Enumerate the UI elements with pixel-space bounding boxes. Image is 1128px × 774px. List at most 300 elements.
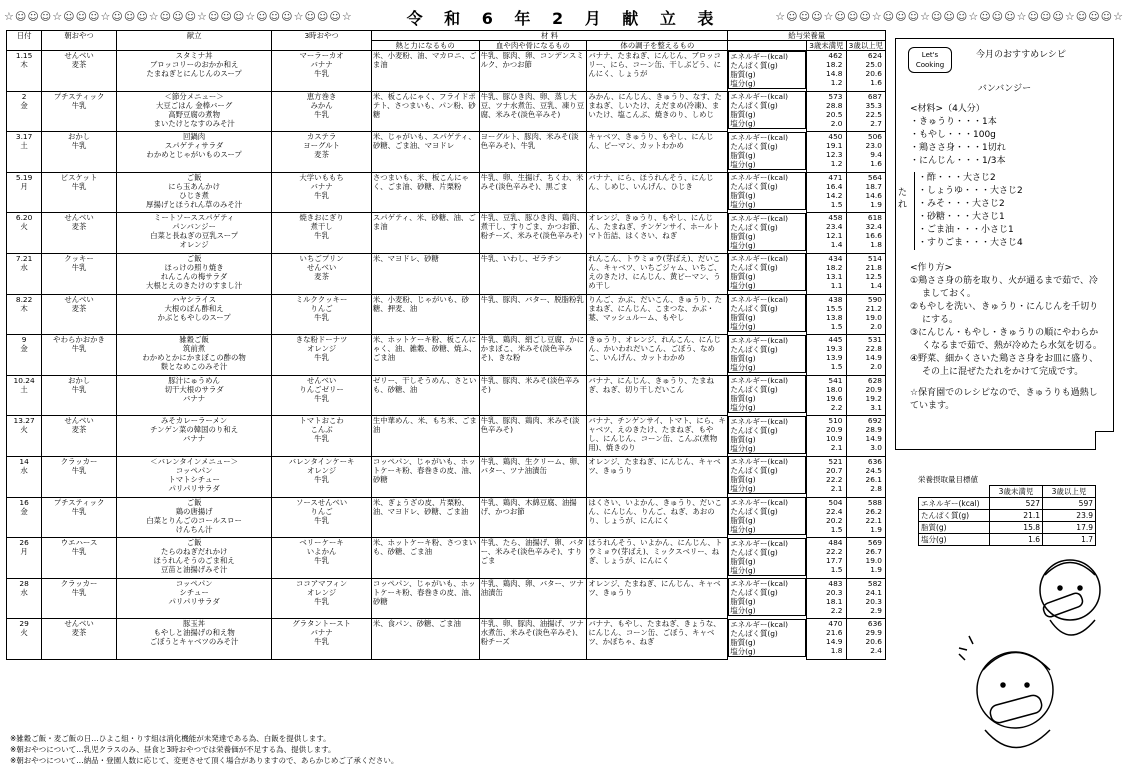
morning-snack-cell — [42, 619, 117, 660]
nutrient-label: 脂質(g) — [730, 150, 756, 160]
pm-snack-cell-line: 牛乳 — [314, 109, 329, 119]
date-value: 3.17 — [15, 132, 33, 142]
table-row — [7, 538, 886, 579]
nutrient-label-cell — [728, 213, 806, 251]
menu-cell-line: にら玉あんかけ — [168, 181, 220, 191]
nutrient-value: 569 — [867, 538, 882, 548]
morning-snack-cell-line: クラッカー — [60, 578, 98, 588]
nutrient-value: 2.1 — [830, 443, 843, 453]
pm-snack-cell-line: いよかん — [306, 547, 337, 557]
nutrient-value: 12.1 — [826, 231, 843, 241]
pm-snack-cell-line: 焼きおにぎり — [299, 213, 344, 223]
nutrient-value: 20.3 — [865, 596, 882, 606]
nutrient-label: 塩分(g) — [730, 565, 756, 575]
morning-snack-cell — [42, 294, 117, 335]
body-ingredients-cell: りんご、かぶ、だいこん、きゅうり、たまねぎ、にんじん、こまつな、かぶ・葉、マッシュルーム、もやし — [587, 294, 728, 335]
menu-cell-line: ご飯 — [186, 253, 202, 263]
date-cell — [7, 91, 42, 132]
nutrient-label: たんぱく質(g) — [730, 182, 778, 192]
nutrient-label-cell — [728, 294, 806, 332]
sauce-list — [914, 172, 1105, 250]
steps-list — [910, 275, 1105, 379]
nutrient-value: 18.1 — [826, 596, 843, 606]
nutrient-value: 3.1 — [870, 402, 882, 412]
pm-snack-cell — [272, 91, 372, 132]
children-eating-illustration — [955, 540, 1125, 765]
pm-snack-cell — [272, 578, 372, 619]
pm-snack-cell — [272, 51, 372, 92]
nutrient-label-cell — [728, 497, 806, 535]
day-of-week: 土 — [20, 141, 28, 151]
recipe-heading: 今月のおすすめレシピ — [976, 50, 1066, 60]
nutrient-value: 18.2 — [826, 262, 843, 272]
pm-snack-cell — [272, 456, 372, 497]
pm-snack-cell-line: 牛乳 — [314, 596, 329, 606]
date-value: 9 — [21, 335, 27, 345]
nutrient-value: 636 — [867, 619, 882, 629]
table-row — [7, 253, 886, 294]
date-cell — [7, 132, 42, 173]
menu-cell-line: ハヤシライス — [172, 294, 217, 304]
morning-snack-cell-line: 麦茶 — [71, 60, 87, 69]
pm-snack-cell-line: バナナ — [310, 628, 333, 638]
morning-snack-cell-line: 牛乳 — [71, 384, 87, 394]
blood-ingredients-cell: 牛乳、卵、生揚げ、ちくわ、米みそ(淡色辛みそ)、黒ごま — [479, 172, 587, 213]
date-value: 16 — [19, 497, 29, 507]
pm-snack-cell-line: りんご — [310, 506, 333, 516]
nutrient-value: 590 — [867, 294, 882, 304]
steps-title: <作り方> — [910, 263, 953, 273]
target-body — [919, 498, 1096, 546]
nutrient-value: 20.5 — [826, 109, 843, 119]
menu-cell-line: バナナ — [183, 393, 206, 403]
nutrient-value: 17.7 — [826, 556, 843, 566]
over3-values-cell — [846, 375, 885, 416]
nutrient-value: 2.0 — [870, 362, 882, 372]
table-row — [7, 335, 886, 376]
morning-snack-cell — [42, 213, 117, 254]
nutrient-value: 1.1 — [830, 280, 843, 290]
day-of-week: 金 — [20, 344, 28, 354]
nutrient-label: 塩分(g) — [730, 646, 756, 656]
day-of-week: 土 — [20, 384, 28, 394]
date-cell — [7, 375, 42, 416]
over3-values-cell — [846, 416, 885, 457]
nutrient-value: 1.8 — [870, 240, 882, 250]
pm-snack-cell — [272, 213, 372, 254]
table-row — [7, 619, 886, 660]
nutrient-value: 462 — [828, 51, 843, 60]
pm-snack-cell-line: ミルククッキー — [295, 294, 348, 304]
morning-snack-cell-line: クラッカー — [60, 456, 98, 466]
nutrient-value: 29.9 — [865, 628, 882, 638]
menu-cell-line: ご飯 — [186, 497, 202, 507]
date-cell — [7, 253, 42, 294]
menu-cell-line: たらのねぎだれかけ — [160, 547, 228, 557]
nutrient-label: たんぱく質(g) — [730, 425, 778, 435]
header-menu: 献立 — [116, 31, 271, 51]
menu-cell — [116, 132, 271, 173]
menu-cell-line: 雑穀ご飯 — [179, 335, 209, 345]
day-of-week: 月 — [20, 181, 28, 191]
target-label: 塩分(g) — [919, 534, 990, 546]
pm-snack-cell-line: グラタントースト — [292, 619, 351, 629]
nutrient-value: 22.4 — [826, 506, 843, 516]
morning-snack-cell-line: 牛乳 — [71, 100, 87, 110]
day-of-week: 火 — [20, 425, 28, 435]
pm-snack-cell-line: 牛乳 — [314, 353, 329, 363]
target-label: たんぱく質(g) — [919, 510, 990, 522]
nutrient-value: 20.2 — [826, 515, 843, 525]
recipe-body — [910, 103, 1105, 413]
nutrient-label: エネルギー(kcal) — [730, 457, 789, 467]
material-item: ・もやし・・・100g — [910, 130, 996, 140]
recipe-panel — [895, 38, 1114, 450]
menu-cell-line: トマトシチュー — [168, 474, 220, 484]
nutrient-label: 塩分(g) — [730, 281, 756, 291]
day-of-week: 月 — [20, 547, 28, 557]
nutrient-label: 塩分(g) — [730, 119, 756, 129]
menu-cell — [116, 213, 271, 254]
table-row — [7, 172, 886, 213]
pm-snack-cell — [272, 132, 372, 173]
header-ingredients: 材 料 — [371, 31, 728, 41]
nutrient-value: 1.6 — [870, 78, 882, 87]
sauce-item: ・すりごま・・・大さじ4 — [918, 238, 1023, 248]
nutrient-value: 13.8 — [826, 312, 843, 322]
morning-snack-cell — [42, 416, 117, 457]
cooking-logo: Let's Cooking — [908, 47, 952, 73]
footer-note: ※雑穀ご飯・麦ご飯の日…ひよこ組・りす組は消化機能が未発達である為、白飯を提供します。 — [10, 734, 331, 743]
nutrient-value: 19.6 — [826, 393, 843, 403]
table-row — [7, 416, 886, 457]
nutrient-value: 35.3 — [865, 100, 882, 110]
nutrient-value: 2.1 — [830, 483, 843, 493]
page-title: 令 和 6 年 2 月 献 立 表 — [401, 6, 728, 29]
sauce-item: ・しょうゆ・・・大さじ2 — [918, 186, 1023, 196]
over3-values-cell — [846, 51, 885, 92]
nutrient-value: 26.2 — [865, 506, 882, 516]
target-title: 栄養摂取量目標値 — [918, 475, 978, 484]
nutrient-value: 19.0 — [865, 312, 882, 322]
energy-ingredients-cell: コッペパン、じゃがいも、ホットケーキ粉、春巻きの皮、油、砂糖 — [371, 456, 479, 497]
over3-values-cell — [846, 578, 885, 619]
energy-ingredients-cell: 米、板こんにゃく、フライドポテト、さつまいも、パン粉、砂糖 — [371, 91, 479, 132]
nutrient-label: 塩分(g) — [730, 443, 756, 453]
pm-snack-cell-line: バレンタインケーキ — [288, 456, 355, 466]
day-of-week: 水 — [20, 262, 28, 272]
over3-values-cell — [846, 213, 885, 254]
nutrient-label: 塩分(g) — [730, 322, 756, 332]
nutrient-value: 18.2 — [826, 60, 843, 69]
under3-values-cell — [807, 51, 846, 92]
footer-notes — [10, 733, 398, 766]
pm-snack-cell-line: 牛乳 — [314, 393, 329, 403]
body-ingredients-cell: きゅうり、オレンジ、れんこん、にんじん、かいわれだいこん、ごぼう、なめこ、いんげん、カットわかめ — [587, 335, 728, 376]
nutrient-value: 541 — [828, 375, 843, 385]
date-cell — [7, 294, 42, 335]
menu-cell-line: コッペパン — [175, 578, 213, 588]
step-item: ③にんじん・もやし・きゅうりの順にやわらかくなるまで茹で、熱が冷めたら水気を切る。 — [910, 328, 1102, 351]
morning-snack-cell-line: せんべい — [64, 213, 94, 223]
pm-snack-cell — [272, 619, 372, 660]
nutrient-label: 脂質(g) — [730, 597, 756, 607]
menu-cell — [116, 335, 271, 376]
nutrition-target — [918, 474, 1096, 546]
energy-ingredients-cell: 米、マヨドレ、砂糖 — [371, 253, 479, 294]
header-nutrition: 給与栄養量 — [728, 31, 886, 41]
menu-cell-line: ごぼうとキャベツのみそ汁 — [149, 637, 239, 647]
menu-table — [6, 30, 886, 660]
nutrient-label: 塩分(g) — [730, 79, 756, 88]
nutrient-value: 1.4 — [870, 280, 882, 290]
target-row — [919, 522, 1096, 534]
nutrient-value: 624 — [867, 51, 882, 60]
morning-snack-cell — [42, 51, 117, 92]
material-item: ・きゅうり・・・1本 — [910, 117, 997, 127]
morning-snack-cell-line: せんべい — [64, 416, 94, 426]
under3-values-cell — [807, 416, 846, 457]
menu-cell — [116, 578, 271, 619]
body-ingredients-cell: キャベツ、きゅうり、もやし、にんじん、ピーマン、カットわかめ — [587, 132, 728, 173]
over3-values-cell — [846, 497, 885, 538]
nutrient-label: エネルギー(kcal) — [730, 335, 789, 345]
nutrient-label-cell — [728, 253, 806, 291]
nutrient-value: 1.5 — [830, 565, 843, 575]
body-ingredients-cell: オレンジ、たまねぎ、にんじん、キャベツ、きゅうり — [587, 578, 728, 619]
nutrient-label: たんぱく質(g) — [730, 507, 778, 517]
nutrient-label-cell — [728, 335, 806, 373]
pm-snack-cell — [272, 253, 372, 294]
pm-snack-cell-line: バナナ — [310, 60, 333, 69]
over3-values-cell — [846, 538, 885, 579]
menu-cell-line: 麩となめこのみそ汁 — [160, 362, 228, 372]
nutrient-value: 471 — [828, 172, 843, 182]
energy-ingredients-cell: スパゲティ、米、砂糖、油、ごま油 — [371, 213, 479, 254]
menu-cell-line: ＜節分メニュー＞ — [164, 91, 224, 101]
date-value: 28 — [19, 578, 29, 588]
menu-cell-line: オレンジ — [179, 240, 209, 250]
nutrient-value: 1.5 — [830, 321, 843, 331]
nutrient-label: たんぱく質(g) — [730, 61, 778, 70]
menu-cell-line: ご飯 — [186, 172, 202, 182]
under3-values-cell — [807, 213, 846, 254]
nutrient-label-cell — [728, 416, 806, 454]
nutrient-label: エネルギー(kcal) — [730, 132, 789, 142]
pm-snack-cell-line: 麦茶 — [314, 271, 329, 281]
date-value: 14 — [19, 456, 29, 466]
menu-cell-line: 豚玉丼 — [183, 619, 206, 629]
body-ingredients-cell: れんこん、トウミョウ(芽ばえ)、だいこん、キャベツ、いちごジャム、いちご、えのきたけ、にんじん、黄ピーマン、うめ干し — [587, 253, 728, 294]
blood-ingredients-cell: 牛乳、豚肉、卵、コンデンスミルク、かつお節 — [479, 51, 587, 92]
nutrient-label-cell — [728, 619, 806, 657]
menu-table-body — [7, 51, 886, 660]
nutrient-value: 564 — [867, 172, 882, 182]
blood-ingredients-cell: 牛乳、豚ひき肉、卵、蒸し大豆、ツナ水煮缶、豆乳、凍り豆腐、米みそ(淡色辛みそ) — [479, 91, 587, 132]
pm-snack-cell — [272, 497, 372, 538]
nutrient-label: 塩分(g) — [730, 484, 756, 494]
menu-cell — [116, 619, 271, 660]
nutrient-value: 1.9 — [870, 524, 882, 534]
nutrient-value: 19.2 — [865, 393, 882, 403]
nutrient-value: 470 — [828, 619, 843, 629]
under3-values-cell — [807, 132, 846, 173]
nutrient-value: 484 — [828, 538, 843, 548]
menu-cell-line: パンバンジー — [172, 222, 216, 232]
nutrient-value: 2.4 — [870, 646, 882, 656]
pm-snack-cell-line: 麦茶 — [314, 150, 329, 160]
target-header-blank — [919, 486, 990, 498]
nutrient-value: 1.5 — [830, 524, 843, 534]
nutrient-label: 塩分(g) — [730, 403, 756, 413]
nutrient-value: 22.2 — [826, 474, 843, 484]
header-morning-snack: 朝おやつ — [42, 31, 117, 51]
body-ingredients-cell: バナナ、もやし、たまねぎ、きょうな、にんじん、コーン缶、ごぼう、キャベツ、かぼちゃ、ねぎ — [587, 619, 728, 660]
menu-cell-line: チンゲン菜の韓国のり和え — [150, 425, 239, 435]
pm-snack-cell-line: ヨーグルト — [303, 141, 340, 151]
date-value: 13.27 — [13, 416, 35, 426]
under3-values-cell — [807, 253, 846, 294]
target-row — [919, 510, 1096, 522]
step-item: ②もやしを洗い、きゅうり・にんじんを千切りにする。 — [910, 302, 1099, 325]
nutrient-value: 434 — [828, 253, 843, 263]
nutrient-value: 22.5 — [865, 109, 882, 119]
nutrient-label: 脂質(g) — [730, 556, 756, 566]
nutrient-label: 塩分(g) — [730, 240, 756, 250]
target-under3: 1.6 — [990, 534, 1043, 546]
nutrient-value: 514 — [867, 253, 882, 263]
date-value: 29 — [19, 619, 29, 629]
nutrient-value: 573 — [828, 91, 843, 101]
pm-snack-cell-line: せんべい — [306, 262, 337, 272]
nutrient-value: 2.0 — [870, 321, 882, 331]
blood-ingredients-cell: 牛乳、鶏肉、絹ごし豆腐、かにかまぼこ、米みそ(淡色辛みそ)、きな粉 — [479, 335, 587, 376]
menu-cell — [116, 375, 271, 416]
morning-snack-cell-line: 牛乳 — [71, 344, 87, 354]
nutrient-label: たんぱく質(g) — [730, 222, 778, 232]
target-label: エネルギー(kcal) — [919, 498, 990, 510]
morning-snack-cell-line: おかし — [67, 375, 91, 385]
nutrient-value: 1.2 — [830, 78, 843, 87]
under3-values-cell — [807, 172, 846, 213]
target-table — [918, 485, 1096, 546]
pm-snack-cell-line: 牛乳 — [314, 474, 329, 484]
energy-ingredients-cell: ゼリー、干しそうめん、さといも、砂糖、油 — [371, 375, 479, 416]
pm-snack-cell-line: 牛乳 — [314, 637, 329, 647]
over3-values-cell — [846, 456, 885, 497]
materials-list — [910, 116, 1105, 168]
nutrient-value: 28.9 — [865, 425, 882, 435]
body-ingredients-cell: バナナ、にんじん、きゅうり、たまねぎ、ねぎ、切り干しだいこん — [587, 375, 728, 416]
nutrient-value: 22.8 — [865, 344, 882, 354]
nutrient-label: 脂質(g) — [730, 394, 756, 404]
header-body-group: 体の調子を整えるもの — [587, 41, 728, 51]
menu-cell-line: 切干大根のサラダ — [164, 384, 224, 394]
menu-cell-line: パリパリサラダ — [168, 596, 220, 606]
header-energy-group: 熱と力になるもの — [371, 41, 479, 51]
nutrient-label: たんぱく質(g) — [730, 547, 778, 557]
pm-snack-cell-line: 牛乳 — [314, 312, 329, 322]
nutrient-value: 483 — [828, 578, 843, 588]
nutrient-label: エネルギー(kcal) — [730, 619, 789, 629]
blood-ingredients-cell: 牛乳、いわし、ゼラチン — [479, 253, 587, 294]
under3-values-cell — [807, 294, 846, 335]
pm-snack-cell-line: 大学いももち — [299, 172, 344, 182]
nutrient-label: エネルギー(kcal) — [730, 579, 789, 589]
pm-snack-cell-line: いちごプリン — [299, 253, 344, 263]
energy-ingredients-cell: 米、小麦粉、じゃがいも、砂糖、押麦、油 — [371, 294, 479, 335]
morning-snack-cell — [42, 335, 117, 376]
over3-values-cell — [846, 619, 885, 660]
target-label: 脂質(g) — [919, 522, 990, 534]
morning-snack-cell-line: 麦茶 — [71, 222, 87, 232]
menu-cell-line: 大根とえのきたけのすまし汁 — [146, 280, 243, 290]
nutrient-label: たんぱく質(g) — [730, 304, 778, 314]
over3-values-cell — [846, 335, 885, 376]
nutrient-value: 692 — [867, 416, 882, 426]
under3-values-cell — [807, 456, 846, 497]
nutrient-value: 3.0 — [870, 443, 882, 453]
nutrient-label-cell — [728, 91, 806, 129]
nutrient-value: 2.2 — [830, 605, 843, 615]
menu-cell-line: かぶともやしのスープ — [157, 312, 231, 322]
pm-snack-cell-line: 牛乳 — [314, 190, 329, 200]
nutrient-value: 20.6 — [865, 69, 882, 78]
table-row — [7, 132, 886, 173]
recipe-dish-name: バンバンジー — [977, 84, 1032, 94]
nutrient-value: 2.7 — [870, 118, 882, 128]
pm-snack-cell-line: ソースせんべい — [295, 497, 348, 507]
menu-cell-line: 豚汁にゅうめん — [168, 375, 220, 385]
menu-cell-line: 回鍋肉 — [183, 132, 206, 142]
menu-cell-line: 白菜とりんごのコールスロー — [146, 515, 242, 525]
date-cell — [7, 172, 42, 213]
nutrient-value: 16.6 — [865, 231, 882, 241]
menu-cell-line: ほっけの照り焼き — [164, 262, 224, 272]
menu-cell — [116, 51, 271, 92]
nutrient-value: 438 — [828, 294, 843, 304]
header-under3: 3歳未満児 — [807, 41, 846, 51]
nutrient-value: 20.3 — [826, 587, 843, 597]
menu-cell — [116, 91, 271, 132]
nutrient-value: 14.6 — [865, 190, 882, 200]
blood-ingredients-cell: 牛乳、豆乳、豚ひき肉、鶏肉、煮干し、すりごま、かつお節、粉チーズ、米みそ(淡色辛みそ) — [479, 213, 587, 254]
nutrient-value: 1.8 — [830, 646, 843, 656]
pm-snack-cell-line: 恵方巻き — [306, 91, 337, 101]
pm-snack-cell-line: トマトおこわ — [299, 416, 344, 426]
pm-snack-cell-line: カステラ — [306, 132, 337, 142]
menu-cell-line: ミートソーススパゲティ — [153, 213, 235, 223]
nutrient-label: たんぱく質(g) — [730, 466, 778, 476]
nutrient-value: 16.4 — [826, 181, 843, 191]
nutrient-value: 445 — [828, 335, 843, 345]
nutrient-label: エネルギー(kcal) — [730, 498, 789, 508]
blood-ingredients-cell: 牛乳、鶏肉、木綿豆腐、油揚げ、かつお節 — [479, 497, 587, 538]
menu-cell-line: スタミナ丼 — [175, 51, 213, 60]
header-pm-snack: 3時おやつ — [272, 31, 372, 51]
nutrient-value: 21.6 — [826, 628, 843, 638]
day-of-week: 木 — [20, 60, 28, 69]
nutrient-value: 23.4 — [826, 222, 843, 232]
morning-snack-cell — [42, 253, 117, 294]
body-ingredients-cell: バナナ、たまねぎ、にんじん、ブロッコリー、にら、コーン缶、干しぶどう、にんにく、しょうが — [587, 51, 728, 92]
nutrient-label: エネルギー(kcal) — [730, 213, 789, 223]
menu-cell-line: みそカレーラーメン — [161, 416, 228, 426]
sauce-item: ・みそ・・・大さじ2 — [918, 199, 1005, 209]
morning-snack-cell-line: 牛乳 — [71, 141, 87, 151]
day-of-week: 火 — [20, 222, 28, 232]
nutrient-value: 18.0 — [826, 384, 843, 394]
